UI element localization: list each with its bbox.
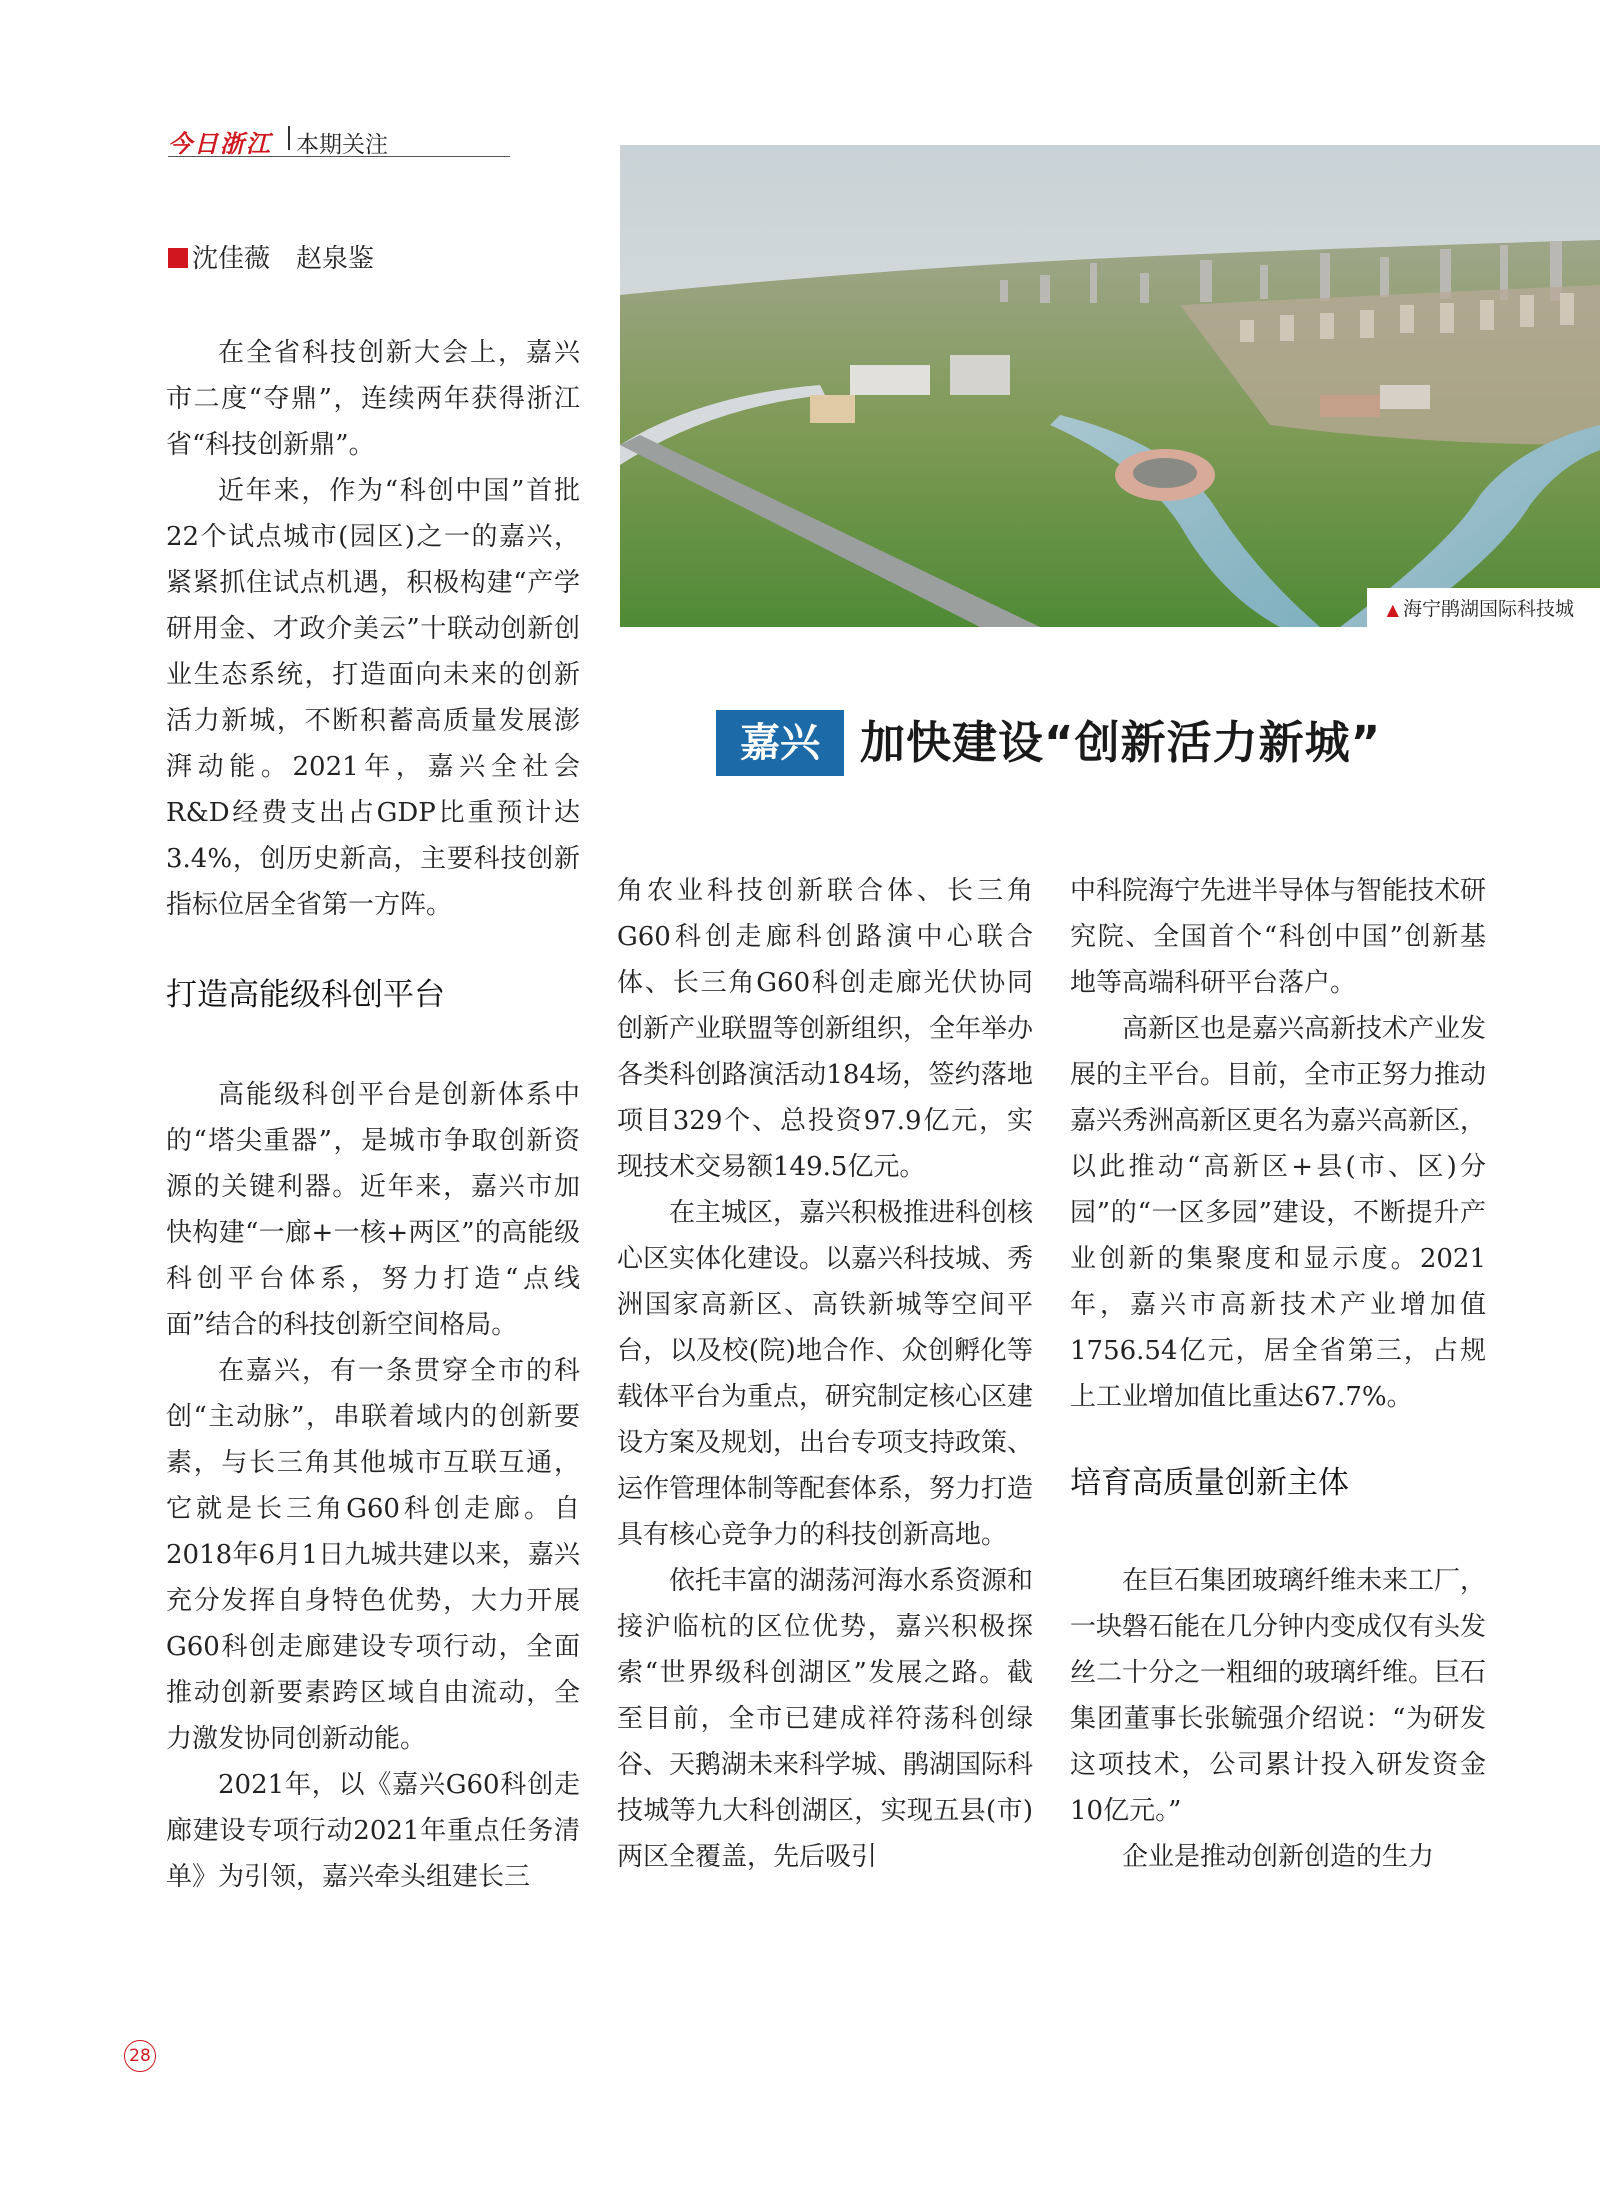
photo-caption: ▲ 海宁鹃湖国际科技城 bbox=[1367, 588, 1600, 627]
author-1: 沈佳薇 bbox=[192, 244, 271, 274]
paragraph: 高新区也是嘉兴高新技术产业发展的主平台。目前，全市正努力推动嘉兴秀洲高新区更名为嘉兴高新区，以此推动“高新区+县(市、区)分园”的“一区多园”建设，不断提升产业创新的集聚度和显示度。2021年，嘉兴市高新技术产业增加值1756.54亿元，居全省第三，占规上工业增加值比重达67.7%。 bbox=[1070, 1014, 1487, 1412]
paragraph: 企业是推动创新创造的生力 bbox=[1122, 1842, 1435, 1872]
byline bbox=[168, 238, 374, 275]
column-3 bbox=[1070, 868, 1486, 1880]
paragraph: 在主城区，嘉兴积极推进科创核心区实体化建设。以嘉兴科技城、秀洲国家高新区、高铁新城等空间平台，以及校(院)地合作、众创孵化等载体平台为重点，研究制定核心区建设方案及规划，出台专项支持政策、运作管理体制等配套体系，努力打造具有核心竞争力的科技创新高地。 bbox=[617, 1198, 1034, 1550]
magazine-logo: 今日浙江 bbox=[168, 129, 272, 158]
paragraph: 中科院海宁先进半导体与智能技术研究院、全国首个“科创中国”创新基地等高端科研平台落户。 bbox=[1070, 876, 1487, 998]
column-2 bbox=[617, 868, 1033, 1880]
byline-marker-icon bbox=[168, 248, 188, 268]
article-title: 加快建设“创新活力新城” bbox=[860, 716, 1382, 769]
header-divider bbox=[288, 126, 290, 150]
title-tag: 嘉兴 bbox=[716, 710, 844, 776]
paragraph: 依托丰富的湖荡河海水系资源和接沪临杭的区位优势，嘉兴积极探索“世界级科创湖区”发展之路。截至目前，全市已建成祥符荡科创绿谷、天鹅湖未来科学城、鹃湖国际科技城等九大科创湖区，实现五县(市)两区全覆盖，先后吸引 bbox=[617, 1566, 1034, 1872]
aerial-city-image bbox=[620, 145, 1600, 627]
section-label: 本期关注 bbox=[296, 132, 388, 158]
author-2: 赵泉鉴 bbox=[296, 244, 375, 274]
column-1 bbox=[166, 330, 580, 1900]
paragraph: 角农业科技创新联合体、长三角G60科创走廊科创路演中心联合体、长三角G60科创走廊光伏协同创新产业联盟等创新组织，全年举办各类科创路演活动184场，签约落地项目329个、总投资97.9亿元，实现技术交易额149.5亿元。 bbox=[617, 876, 1034, 1182]
page-header bbox=[168, 122, 510, 157]
caption-triangle-icon: ▲ bbox=[1386, 600, 1399, 619]
paragraph: 高能级科创平台是创新体系中的“塔尖重器”，是城市争取创新资源的关键利器。近年来，嘉兴市加快构建“一廊+一核+两区”的高能级科创平台体系，努力打造“点线面”结合的科技创新空间格局。 bbox=[166, 1080, 580, 1340]
paragraph: 近年来，作为“科创中国”首批22个试点城市(园区)之一的嘉兴，紧紧抓住试点机遇，积极构建“产学研用金、才政介美云”十联动创新创业生态系统，打造面向未来的创新活力新城，不断积蓄高质量发展澎湃动能。2021年，嘉兴全社会R&D经费支出占GDP比重预计达3.4%，创历史新高，主要科技创新指标位居全省第一方阵。 bbox=[166, 476, 580, 920]
section-heading: 打造高能级科创平台 bbox=[166, 977, 445, 1013]
paragraph: 2021年，以《嘉兴G60科创走廊建设专项行动2021年重点任务清单》为引领，嘉兴牵头组建长三 bbox=[166, 1770, 580, 1892]
paragraph: 在嘉兴，有一条贯穿全市的科创“主动脉”，串联着域内的创新要素，与长三角其他城市互联互通，它就是长三角G60科创走廊。自2018年6月1日九城共建以来，嘉兴充分发挥自身特色优势，大力开展G60科创走廊建设专项行动，全面推动创新要素跨区域自由流动，全力激发协同创新动能。 bbox=[166, 1356, 580, 1754]
page-number: 28 bbox=[124, 2040, 156, 2072]
paragraph: 在全省科技创新大会上，嘉兴市二度“夺鼎”，连续两年获得浙江省“科技创新鼎”。 bbox=[166, 338, 580, 460]
aerial-photo bbox=[620, 145, 1600, 627]
section-heading: 培育高质量创新主体 bbox=[1070, 1465, 1349, 1501]
paragraph: 在巨石集团玻璃纤维未来工厂，一块磐石能在几分钟内变成仅有头发丝二十分之一粗细的玻璃纤维。巨石集团董事长张毓强介绍说：“为研发这项技术，公司累计投入研发资金10亿元。” bbox=[1070, 1566, 1487, 1826]
